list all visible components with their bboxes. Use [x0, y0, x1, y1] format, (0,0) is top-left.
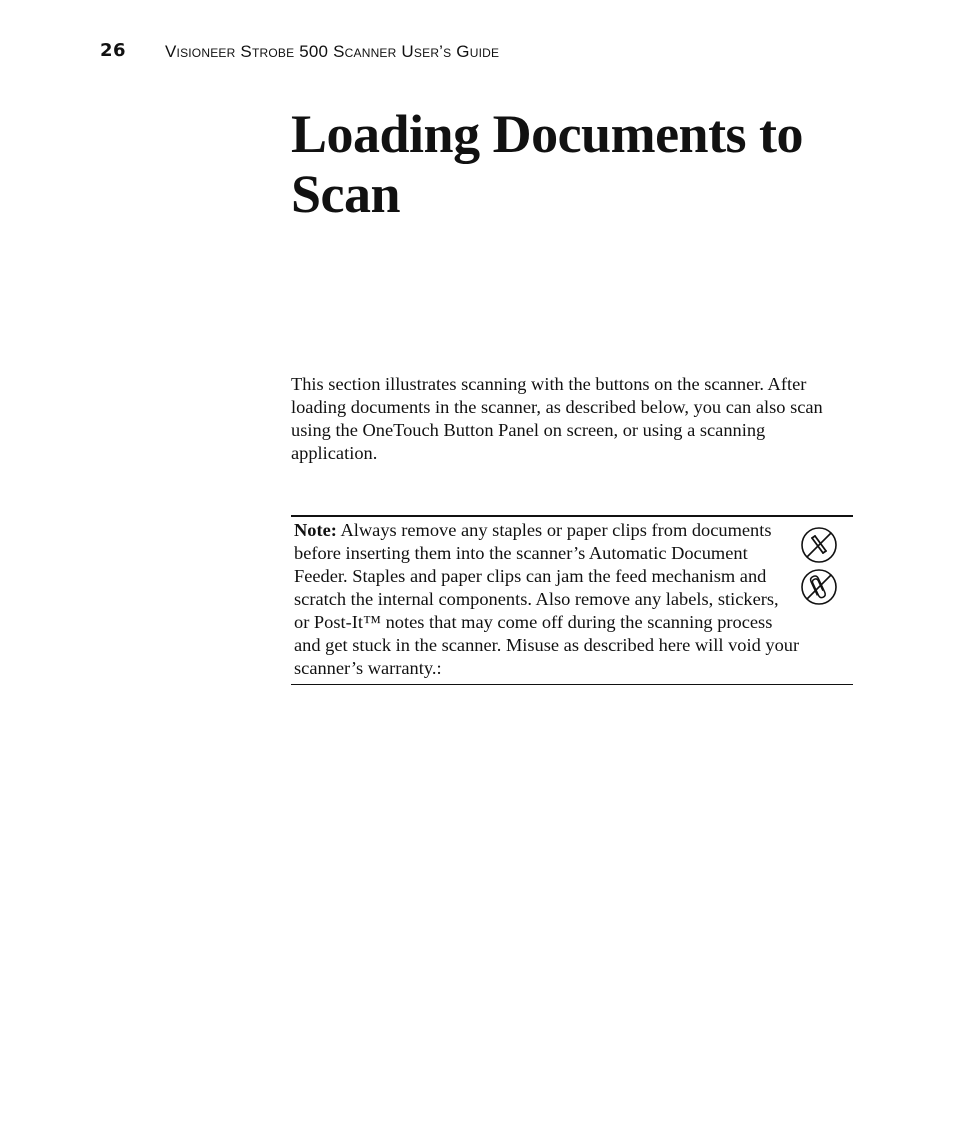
note-line: scanner’s warranty.: — [294, 658, 442, 678]
note-text — [294, 519, 809, 680]
page-title: Loading Documents to Scan — [291, 104, 804, 224]
running-header: Visioneer Strobe 500 Scanner User’s Guide — [165, 42, 500, 61]
note-line: or Post-It™ notes that may come off during the scanning process — [294, 612, 773, 632]
note-line: Note: Always remove any staples or paper clips from documents — [294, 520, 772, 540]
note-line: and get stuck in the scanner. Misuse as described here will void your — [294, 635, 800, 655]
note-line: before inserting them into the scanner’s Automatic Document — [294, 543, 748, 563]
note-box — [291, 515, 853, 685]
intro-paragraph: This section illustrates scanning with the buttons on the scanner. After loading documents in the scanner, as described below, you can also scan using the OneTouch Button Panel on screen, or using a scanning application. — [291, 374, 823, 463]
note-line: scratch the internal components. Also remove any labels, stickers, — [294, 589, 779, 609]
no-staples-icon — [799, 525, 839, 565]
note-label: Note: — [294, 520, 337, 540]
no-paper-clips-icon — [799, 567, 839, 607]
note-line: Feeder. Staples and paper clips can jam the feed mechanism and — [294, 566, 767, 586]
page-number: 26 — [100, 40, 127, 61]
